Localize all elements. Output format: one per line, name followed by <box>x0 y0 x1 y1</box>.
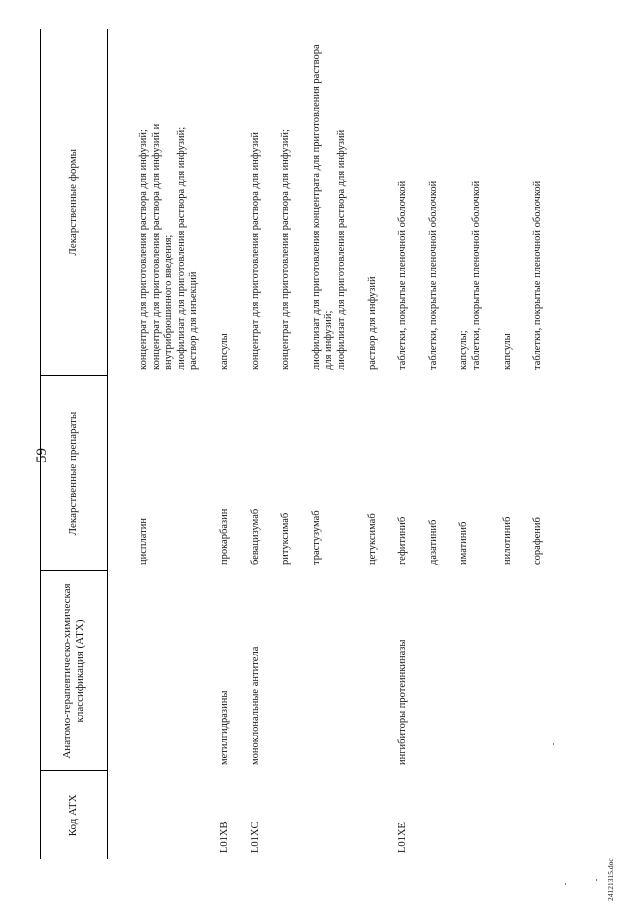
table-row <box>295 29 351 859</box>
footer-file-name: 24121315.doc <box>606 858 615 901</box>
cell-code <box>351 771 382 859</box>
cell-forms <box>234 29 265 376</box>
table-row <box>412 29 443 859</box>
cell-code <box>516 771 547 859</box>
cell-group <box>516 571 547 771</box>
scan-speck <box>553 743 554 745</box>
cell-group <box>442 571 485 771</box>
table-row <box>442 29 485 859</box>
form-line: раствор для инфузий <box>366 276 378 370</box>
cell-code <box>412 771 443 859</box>
atx-table <box>40 29 547 859</box>
form-line: капсулы; <box>458 330 470 370</box>
cell-code <box>486 771 517 859</box>
table-row <box>108 29 203 859</box>
form-line: капсулы <box>218 333 230 370</box>
cell-drug: ритуксимаб <box>280 512 292 565</box>
cell-drug: прокарбазин <box>218 508 230 565</box>
cell-forms <box>381 29 412 376</box>
form-line: концентрат для приготовления раствора для инфузий <box>249 132 261 370</box>
header-classification: Анатомо-терапевтическо-химическая классификация (АТХ) <box>41 571 108 771</box>
table-row <box>234 29 265 859</box>
cell-forms <box>203 29 234 376</box>
cell-forms <box>516 29 547 376</box>
form-line: концентрат для приготовления раствора для инфузий и внутрибрюшинного введения; <box>150 123 175 370</box>
cell-drug: трастузумаб <box>310 510 322 565</box>
cell-group: ингибиторы протеинкиназы <box>397 639 409 765</box>
form-line: концентрат для приготовления раствора для инфузий; <box>280 129 292 370</box>
form-line: лиофилизат для приготовления раствора для инфузий <box>335 129 347 370</box>
cell-group <box>486 571 517 771</box>
cell-drug: цетуксимаб <box>366 513 378 565</box>
cell-code <box>442 771 485 859</box>
table-row <box>516 29 547 859</box>
form-line: концентрат для приготовления раствора для инфузий; <box>138 129 149 370</box>
cell-group: метилгидразины <box>218 690 230 765</box>
form-line: раствор для инъекций <box>188 271 200 370</box>
scan-speck <box>596 879 597 881</box>
cell-drug: дазатиниб <box>427 519 439 565</box>
header-code: Код АТХ <box>41 771 108 859</box>
page-number: 59 <box>34 448 50 463</box>
cell-forms <box>442 29 485 376</box>
cell-drug: нилотиниб <box>501 516 513 565</box>
cell-code: L01XB <box>218 821 230 853</box>
header-forms: Лекарственные формы <box>41 29 108 376</box>
table-row <box>203 29 234 859</box>
cell-drug: иматиниб <box>458 521 470 565</box>
table-row <box>381 29 412 859</box>
cell-drug: гефитиниб <box>397 516 409 565</box>
form-line: таблетки, покрытые пленочной оболочкой <box>532 180 544 370</box>
table-row <box>264 29 295 859</box>
table-header-row <box>41 29 108 859</box>
cell-code <box>295 771 351 859</box>
table-row <box>351 29 382 859</box>
cell-forms <box>108 29 203 376</box>
cell-code: L01XC <box>249 821 261 853</box>
cell-forms <box>295 29 351 376</box>
cell-forms <box>486 29 517 376</box>
form-line: капсулы <box>501 333 513 370</box>
form-line: таблетки, покрытые пленочной оболочкой <box>470 180 482 370</box>
cell-group <box>412 571 443 771</box>
cell-forms <box>264 29 295 376</box>
cell-code: L01XE <box>397 822 409 853</box>
cell-group <box>264 571 295 771</box>
cell-drug: цисплатин <box>138 518 149 565</box>
cell-group <box>295 571 351 771</box>
cell-code <box>264 771 295 859</box>
cell-code <box>108 771 203 859</box>
cell-drug: бевацизумаб <box>249 508 261 565</box>
cell-group: моноклональные антитела <box>249 646 261 765</box>
cell-drug: сорафениб <box>532 517 544 565</box>
scan-speck <box>565 883 566 885</box>
cell-forms <box>412 29 443 376</box>
cell-forms <box>351 29 382 376</box>
form-line: лиофилизат для приготовления концентрата для приготовления раствора для инфузий; <box>310 44 335 370</box>
cell-group <box>108 571 203 771</box>
form-line: таблетки, покрытые пленочной оболочкой <box>427 180 439 370</box>
form-line: лиофилизат для приготовления раствора для инфузий; <box>175 126 187 370</box>
form-line: таблетки, покрытые пленочной оболочкой <box>397 180 409 370</box>
header-preparations: Лекарственные препараты <box>41 376 108 571</box>
cell-group <box>351 571 382 771</box>
table-row <box>486 29 517 859</box>
